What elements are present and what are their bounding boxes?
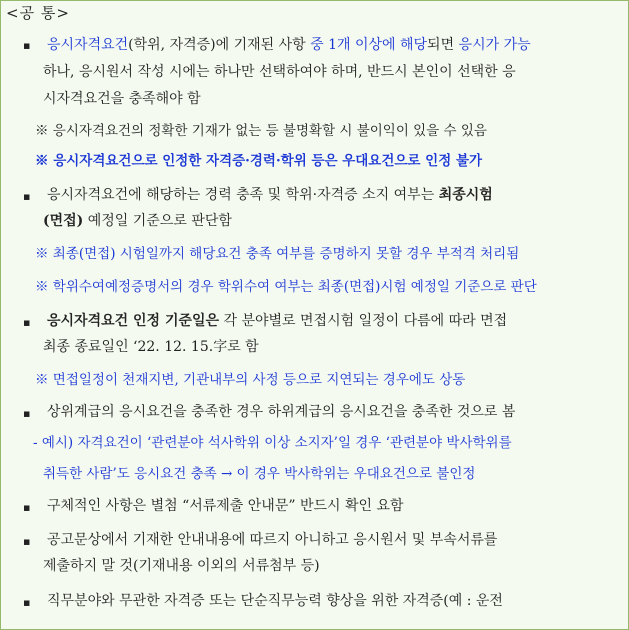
item-1-text-a: 응시자격요건 [47,37,129,53]
item-6-line-2: 제출하지 말 것(기재내용 이외의 서류첨부 등) [43,558,320,574]
item-3-text-b: 각 분야별로 면접시험 일정이 다름에 따라 면접 [219,313,508,329]
bullet-icon: ▪ [23,596,31,609]
note-3: ※ 최종(면접) 시험일까지 해당요건 충족 여부를 증명하지 못할 경우 부적격 처리됨 [35,246,520,262]
item-7-line: 직무분야와 무관한 자격증 또는 단순직무능력 향상을 위한 자격증(예 : 운전 [47,593,503,609]
bullet-icon: ▪ [23,316,31,329]
item-2-text-c: (면접) [43,213,84,229]
item-5-line: 구체적인 사항은 별첨 “서류제출 안내문” 반드시 확인 요함 [47,498,404,514]
bullet-icon: ▪ [23,501,31,514]
item-1-text-b: (학위, 자격증)에 기재된 사항 [128,37,311,53]
note-2: ※ 응시자격요건으로 인정한 자격증·경력·학위 등은 우대요건으로 인정 불가 [35,153,483,169]
bullet-icon: ▪ [23,190,31,203]
item-3-line-2: 최종 종료일인 ‘22. 12. 15.字로 함 [43,339,259,355]
item-1-text-e: 응시가 가능 [458,37,531,53]
example-line-1: - 예시) 자격요건이 ‘관련분야 석사학위 이상 소지자’일 경우 ‘관련분야 박사학위를 [33,435,512,451]
item-2-text-b: 최종시험 [438,187,493,203]
item-2-text-d: 예정일 기준으로 판단함 [83,213,232,229]
item-4-line: 상위계급의 응시요건을 충족한 경우 하위계급의 응시요건을 충족한 것으로 봄 [47,404,516,420]
example-line-2: 취득한 사람’도 응시요건 충족 → 이 경우 박사학위는 우대요건으로 불인정 [43,466,476,482]
item-2-line-1 [47,187,493,204]
section-header: <공 통> [6,4,70,22]
item-2-line-2 [43,213,232,230]
item-1-line-1 [47,37,531,54]
item-1-line-3: 시자격요건을 충족해야 함 [43,91,201,107]
bullet-icon: ▪ [23,535,31,548]
item-1-line-2: 하나, 응시원서 작성 시에는 하나만 선택하여야 하며, 반드시 본인이 선택한 응 [43,64,516,80]
bullet-icon: ▪ [23,407,31,420]
item-3-text-a: 응시자격요건 인정 기준일은 [47,313,220,329]
item-6-line-1: 공고문상에서 기재한 안내내용에 따르지 아니하고 응시원서 및 부속서류를 [47,532,498,548]
item-3-line-1 [47,313,507,330]
item-1-text-d: 되면 [427,37,459,53]
item-2-text-a: 응시자격요건에 해당하는 경력 충족 및 학위·자격증 소지 여부는 [47,187,439,203]
note-1: ※ 응시자격요건의 정확한 기재가 없는 등 불명확할 시 불이익이 있을 수 있음 [35,123,487,139]
note-4: ※ 학위수여예정증명서의 경우 학위수여 여부는 최종(면접)시험 예정일 기준으로 판단 [35,279,537,295]
bullet-icon: ▪ [23,39,31,52]
note-5: ※ 면접일정이 천재지변, 기관내부의 사정 등으로 지연되는 경우에도 상동 [35,372,466,388]
item-1-text-c: 중 1개 이상에 해당 [310,37,428,53]
